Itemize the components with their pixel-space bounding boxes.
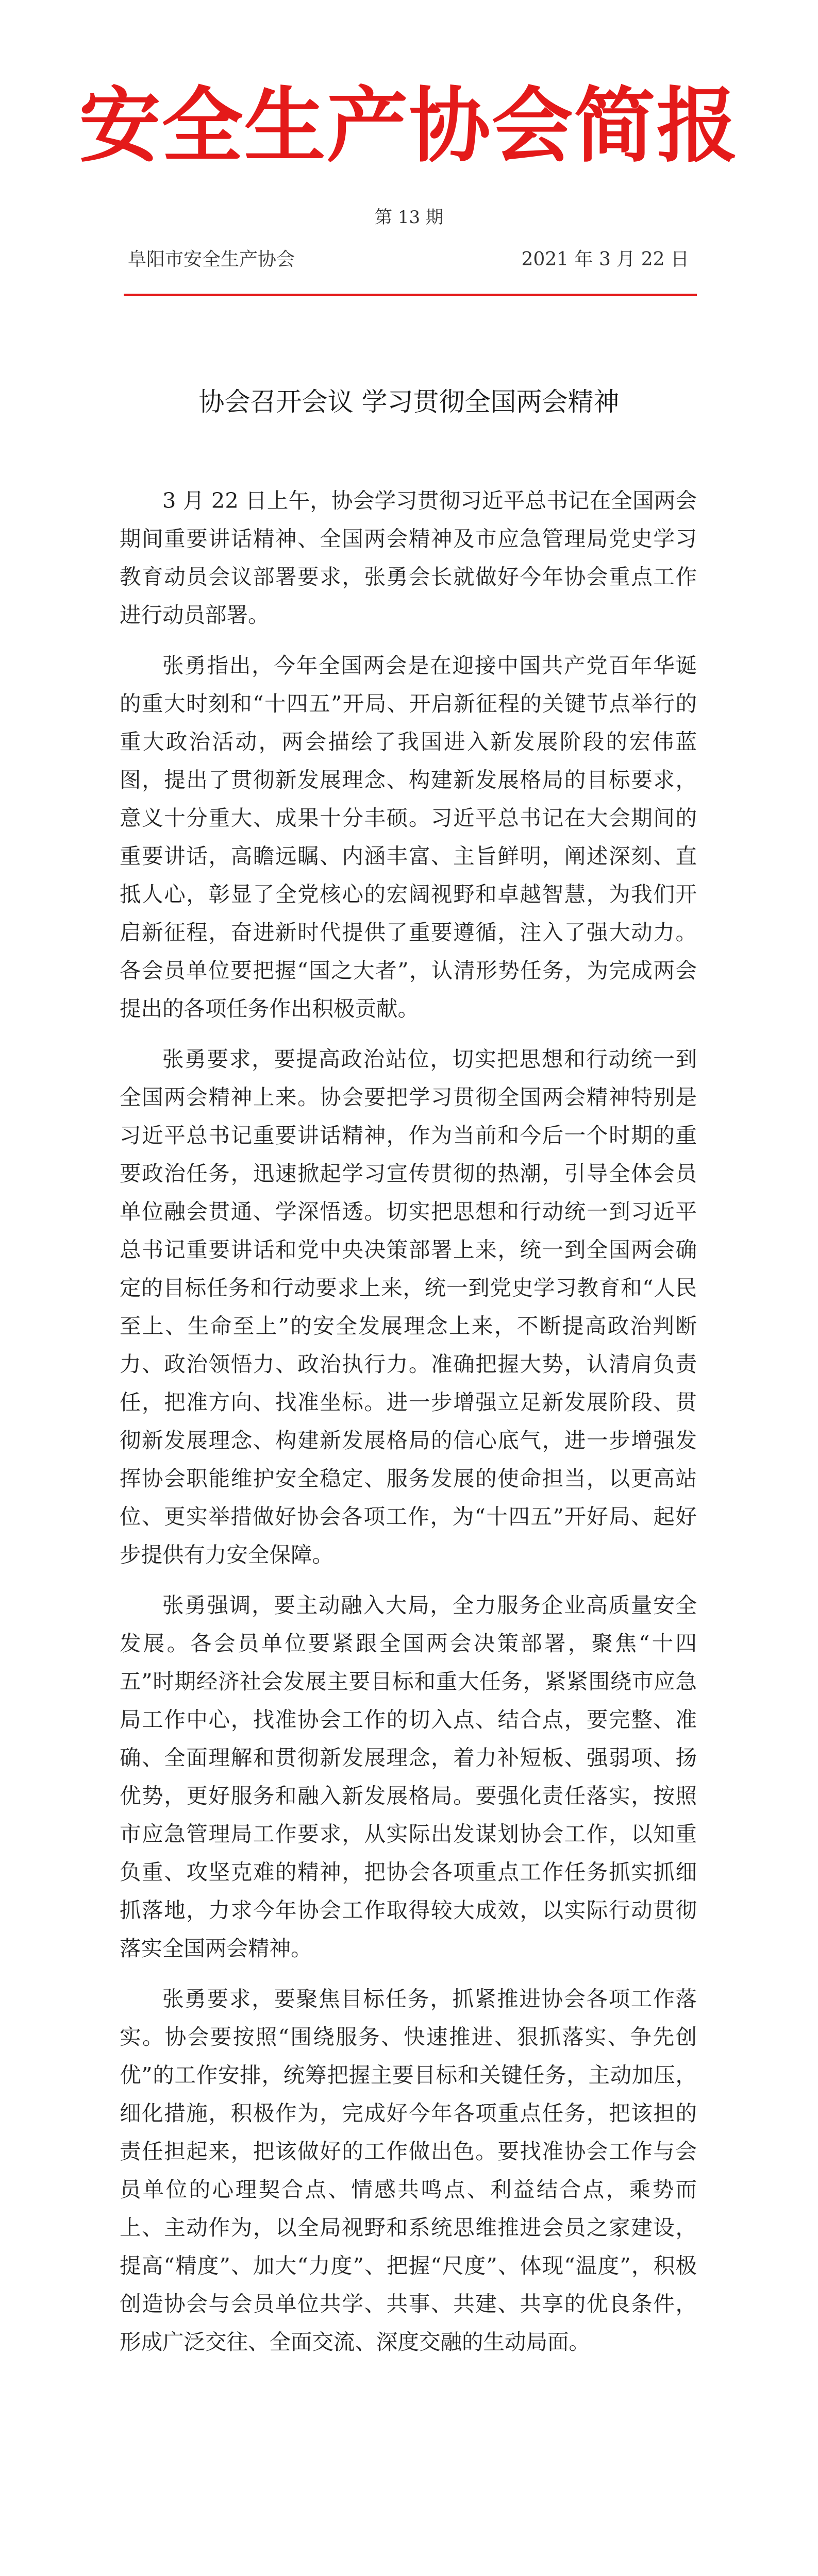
paragraph: 张勇要求，要提高政治站位，切实把思想和行动统一到全国两会精神上来。协会要把学习贯彻全国两会精神特别是习近平总书记重要讲话精神，作为当前和今后一个时期的重要政治任务，迅速掀起学习宣传贯彻的热潮，引导全体会员单位融会贯通、学深悟透。切实把思想和行动统一到习近平总书记重要讲话和党中央决策部署上来，统一到全国两会确定的目标任务和行动要求上来，统一到党史学习教育和“人民至上、生命至上”的安全发展理念上来，不断提高政治判断力、政治领悟力、政治执行力。准确把握大势，认清肩负责任，把准方向、找准坐标。进一步增强立足新发展阶段、贯彻新发展理念、构建新发展格局的信心底气，进一步增强发挥协会职能维护安全稳定、服务发展的使命担当，以更高站位、更实举措做好协会各项工作，为“十四五”开好局、起好步提供有力安全保障。 [120, 1046, 697, 1567]
paragraph: 张勇要求，要聚焦目标任务，抓紧推进协会各项工作落实。协会要按照“围绕服务、快速推进、狠抓落实、争先创优”的工作安排，统筹把握主要目标和关键任务，主动加压，细化措施，积极作为，完成好今年各项重点任务，把该担的责任担起来，把该做好的工作做出色。要找准协会工作与会员单位的心理契合点、情感共鸣点、利益结合点，乘势而上、主动作为，以全局视野和系统思维推进会员之家建设，提高“精度”、加大“力度”、把握“尺度”、体现“温度”，积极创造协会与会员单位共学、共事、共建、共享的优良条件，形成广泛交往、全面交流、深度交融的生动局面。 [120, 1986, 697, 2354]
paragraph: 张勇指出，今年全国两会是在迎接中国共产党百年华诞的重大时刻和“十四五”开局、开启新征程的关键节点举行的重大政治活动，两会描绘了我国进入新发展阶段的宏伟蓝图，提出了贯彻新发展理念、构建新发展格局的目标要求，意义十分重大、成果十分丰硕。习近平总书记在大会期间的重要讲话，高瞻远瞩、内涵丰富、主旨鲜明，阐述深刻、直抵人心，彰显了全党核心的宏阔视野和卓越智慧，为我们开启新征程，奋进新时代提供了重要遵循，注入了强大动力。各会员单位要把握“国之大者”，认清形势任务，为完成两会提出的各项任务作出积极贡献。 [120, 653, 697, 1021]
article-body [120, 482, 697, 2374]
header-divider [124, 294, 697, 296]
publisher-name: 阜阳市安全生产协会 [128, 249, 295, 270]
masthead-title: 安全生产协会简报 [79, 79, 739, 174]
publish-date: 2021 年 3 月 22 日 [521, 249, 689, 270]
article-title: 协会召开会议 学习贯彻全国两会精神 [198, 387, 620, 417]
paragraph: 3 月 22 日上午，协会学习贯彻习近平总书记在全国两会期间重要讲话精神、全国两会精神及市应急管理局党史学习教育动员会议部署要求，张勇会长就做好今年协会重点工作进行动员部署。 [120, 488, 697, 628]
issue-number: 第 13 期 [375, 207, 443, 228]
paragraph: 张勇强调，要主动融入大局，全力服务企业高质量安全发展。各会员单位要紧跟全国两会决策部署，聚焦“十四五”时期经济社会发展主要目标和重大任务，紧紧围绕市应急局工作中心，找准协会工作的切入点、结合点，要完整、准确、全面理解和贯彻新发展理念，着力补短板、强弱项、扬优势，更好服务和融入新发展格局。要强化责任落实，按照市应急管理局工作要求，从实际出发谋划协会工作，以知重负重、攻坚克难的精神，把协会各项重点工作任务抓实抓细抓落地，力求今年协会工作取得较大成效，以实际行动贯彻落实全国两会精神。 [120, 1592, 697, 1961]
